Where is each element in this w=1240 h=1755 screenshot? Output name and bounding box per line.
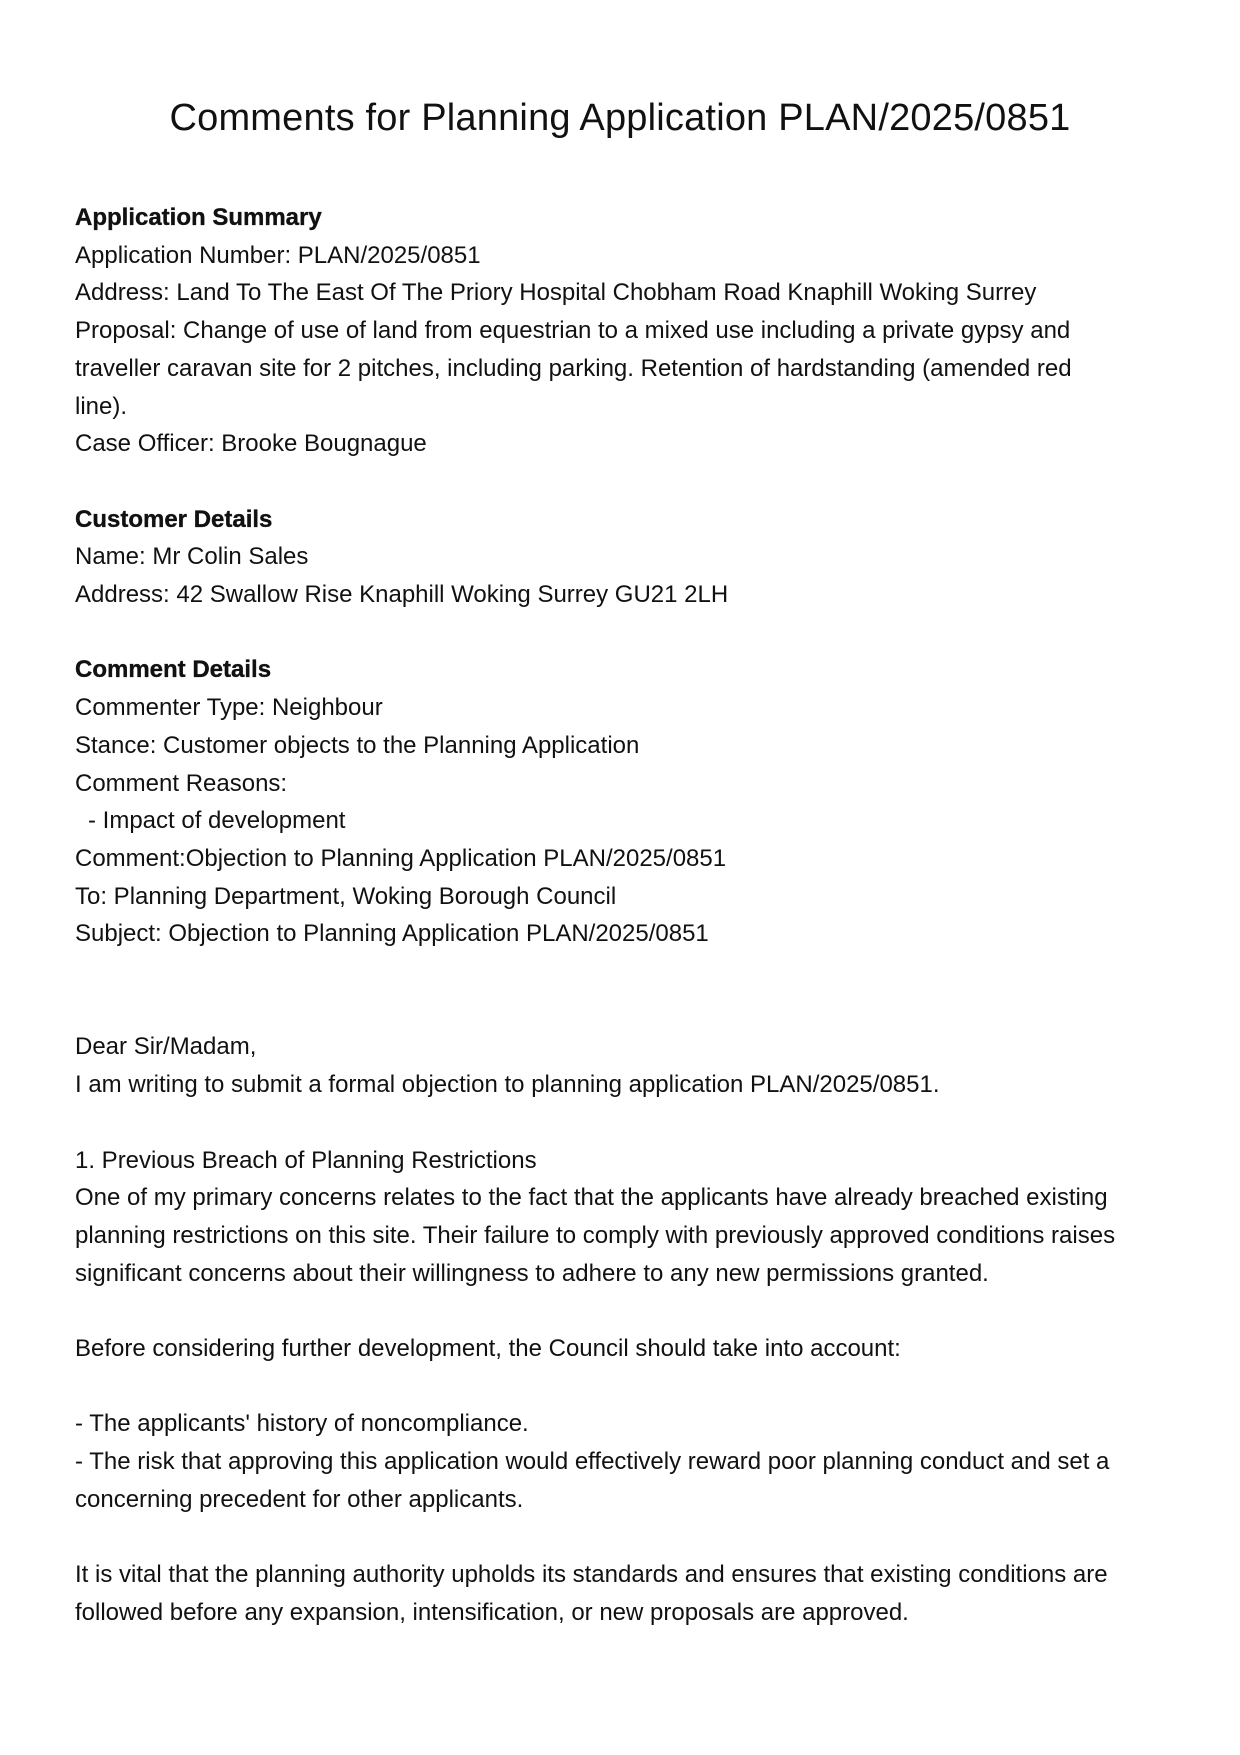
spacer xyxy=(75,953,1175,1028)
bullet-2-line-1: - The risk that approving this application would effectively reward poor planning conduct and set a xyxy=(75,1448,1110,1476)
customer-details-section xyxy=(75,501,1175,614)
spacer xyxy=(75,614,1175,652)
comment-text: Comment:Objection to Planning Application PLAN/2025/0851 xyxy=(75,844,727,872)
page-title: Comments for Planning Application PLAN/2025/0851 xyxy=(169,97,1071,139)
spacer xyxy=(75,1368,1175,1406)
application-address: Address: Land To The East Of The Priory Hospital Chobham Road Knaphill Woking Surrey xyxy=(75,279,1037,307)
letter-intro: I am writing to submit a formal objection to planning application PLAN/2025/0851. xyxy=(75,1071,940,1099)
spacer xyxy=(75,1292,1175,1330)
application-number: Application Number: PLAN/2025/0851 xyxy=(75,241,481,269)
proposal-line-1: Proposal: Change of use of land from equestrian to a mixed use including a private gypsy and xyxy=(75,317,1071,345)
paragraph-1-line-1: One of my primary concerns relates to the fact that the applicants have already breached existing xyxy=(75,1184,1108,1212)
paragraph-3-line-2: followed before any expansion, intensification, or new proposals are approved. xyxy=(75,1598,909,1626)
bullet-1: - The applicants' history of noncompliance. xyxy=(75,1410,529,1438)
spacer xyxy=(75,1519,1175,1557)
objection-letter xyxy=(75,1028,1175,1631)
comment-subject: Subject: Objection to Planning Application PLAN/2025/0851 xyxy=(75,920,709,948)
paragraph-3-line-1: It is vital that the planning authority upholds its standards and ensures that existing conditions are xyxy=(75,1561,1108,1589)
proposal-line-2: traveller caravan site for 2 pitches, including parking. Retention of hardstanding (amended red xyxy=(75,354,1072,382)
comment-details-section xyxy=(75,651,1175,953)
customer-name: Name: Mr Colin Sales xyxy=(75,543,309,571)
proposal-line-3: line). xyxy=(75,392,128,420)
bullet-2-line-2: concerning precedent for other applicants. xyxy=(75,1485,524,1513)
comment-reasons-label: Comment Reasons: xyxy=(75,769,288,797)
letter-salutation: Dear Sir/Madam, xyxy=(75,1033,257,1061)
stance: Stance: Customer objects to the Planning Application xyxy=(75,731,640,759)
customer-details-heading: Customer Details xyxy=(75,505,273,533)
comment-to: To: Planning Department, Woking Borough Council xyxy=(75,882,617,910)
application-summary-heading: Application Summary xyxy=(75,204,322,231)
case-officer: Case Officer: Brooke Bougnague xyxy=(75,430,427,458)
comment-details-heading: Comment Details xyxy=(75,656,272,684)
application-summary-section xyxy=(75,199,1175,463)
document-body xyxy=(75,199,1175,1632)
customer-address: Address: 42 Swallow Rise Knaphill Woking Surrey GU21 2LH xyxy=(75,581,729,609)
comment-reason-item: - Impact of development xyxy=(88,807,346,835)
paragraph-1-line-3: significant concerns about their willingness to adhere to any new permissions granted. xyxy=(75,1259,989,1287)
section-1-heading: 1. Previous Breach of Planning Restrictions xyxy=(75,1146,537,1174)
paragraph-1-line-2: planning restrictions on this site. Their failure to comply with previously approved conditions raises xyxy=(75,1221,1116,1249)
spacer xyxy=(75,463,1175,501)
spacer xyxy=(75,1104,1175,1142)
paragraph-2: Before considering further development, the Council should take into account: xyxy=(75,1335,901,1363)
commenter-type: Commenter Type: Neighbour xyxy=(75,694,383,722)
